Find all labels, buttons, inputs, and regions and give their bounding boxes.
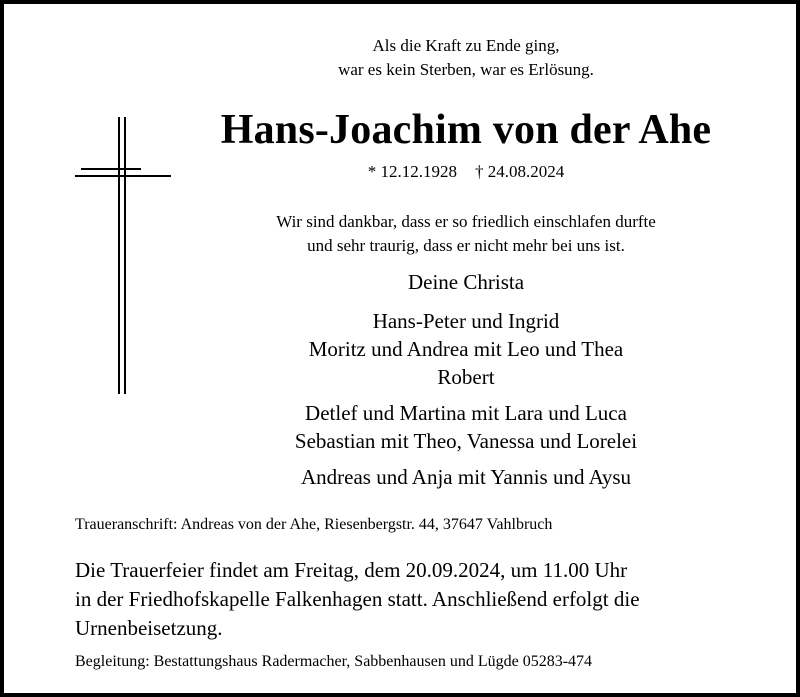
death-date: † 24.08.2024 <box>475 162 565 181</box>
family-member: Deine Christa <box>407 270 525 294</box>
undertaker-credit: Begleitung: Bestattungshaus Radermacher, Sabbenhausen und Lügde 05283-474 <box>75 653 593 670</box>
birth-date: * 12.12.1928 <box>367 162 457 181</box>
gratitude-line-2: und sehr traurig, dass er nicht mehr bei uns ist. <box>307 236 625 255</box>
motto-line-1: Als die Kraft zu Ende ging, <box>372 36 560 55</box>
service-line-2: in der Friedhofskapelle Falkenhagen statt. Anschließend erfolgt die <box>75 587 640 611</box>
family-member: Robert <box>437 365 495 389</box>
condolence-address: Traueranschrift: Andreas von der Ahe, Riesenbergstr. 44, 37647 Vahlbruch <box>75 516 553 533</box>
gratitude-line-1: Wir sind dankbar, dass er so friedlich einschlafen durfte <box>276 212 656 231</box>
service-line-3: Urnenbeisetzung. <box>75 616 223 640</box>
deceased-name: Hans-Joachim von der Ahe <box>220 107 712 153</box>
family-member: Moritz und Andrea mit Leo und Thea <box>308 337 624 361</box>
service-line-1: Die Trauerfeier findet am Freitag, dem 20.09.2024, um 11.00 Uhr <box>75 558 628 582</box>
life-dates <box>70 162 800 182</box>
motto-line-2: war es kein Sterben, war es Erlösung. <box>338 60 594 79</box>
family-member: Hans-Peter und Ingrid <box>372 309 560 333</box>
family-member: Sebastian mit Theo, Vanessa und Lorelei <box>294 429 638 453</box>
family-member: Andreas und Anja mit Yannis und Aysu <box>300 465 631 489</box>
family-member: Detlef und Martina mit Lara und Luca <box>305 401 627 425</box>
